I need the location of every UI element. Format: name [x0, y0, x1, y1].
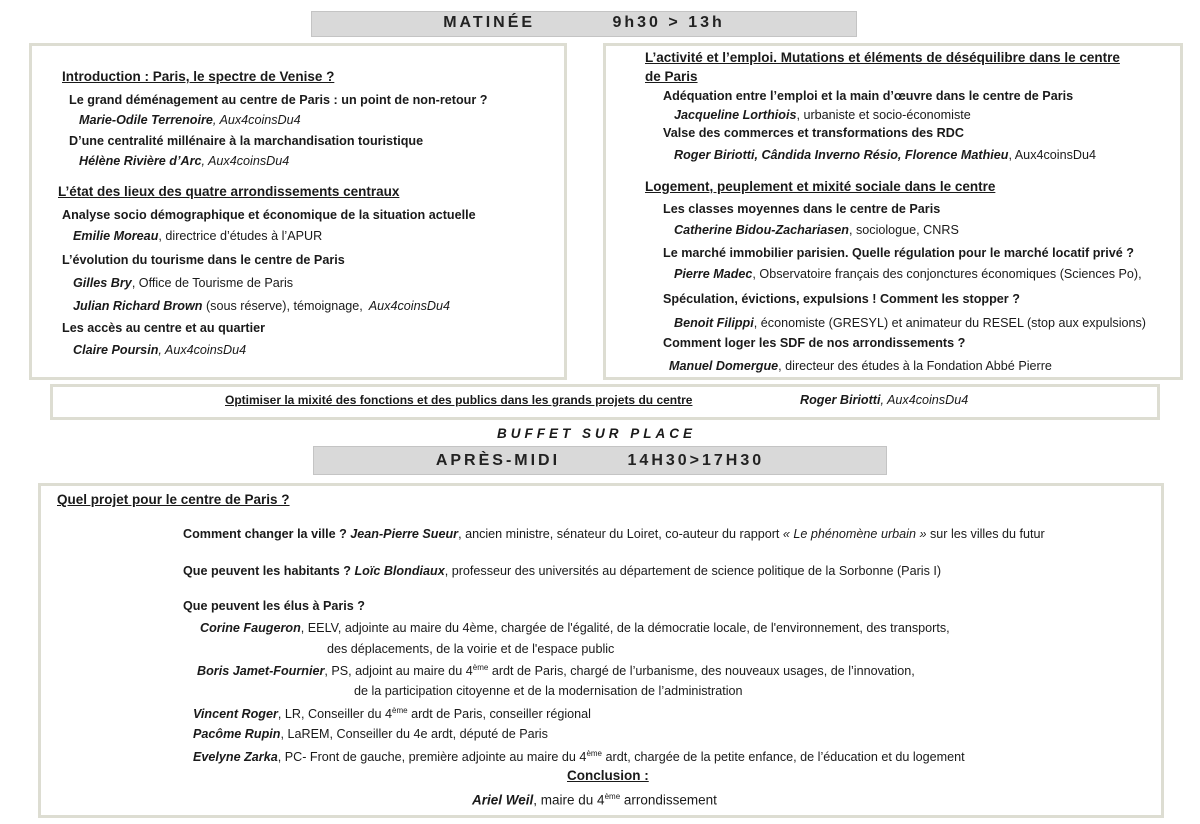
- talk-title: Analyse socio démographique et économique de la situation actuelle: [62, 208, 476, 222]
- housing-title: Logement, peuplement et mixité sociale dans le centre: [645, 179, 996, 194]
- talk-speaker: Manuel Domergue, directeur des études à la Fondation Abbé Pierre: [669, 359, 1052, 373]
- mix-title: Optimiser la mixité des fonctions et des publics dans les grands projets du centre: [225, 393, 693, 407]
- talk-speaker: Catherine Bidou-Zachariasen, sociologue, CNRS: [674, 223, 959, 237]
- talk-title: Adéquation entre l’emploi et la main d’œuvre dans le centre de Paris: [663, 89, 1074, 103]
- talk-speaker: Marie-Odile Terrenoire, Aux4coinsDu4: [79, 113, 301, 127]
- question-line: Que peuvent les élus à Paris ?: [183, 599, 365, 613]
- conclusion-title: Conclusion :: [567, 768, 649, 783]
- morning-header-bar: [311, 11, 857, 37]
- talk-title: D’une centralité millénaire à la marchandisation touristique: [69, 134, 424, 148]
- talk-speaker: Jacqueline Lorthiois, urbaniste et socio-économiste: [674, 108, 971, 122]
- activity-title: L’activité et l’emploi. Mutations et éléments de déséquilibre dans le centre: [645, 50, 1120, 65]
- talk-title: Le grand déménagement au centre de Paris : un point de non-retour ?: [69, 93, 488, 107]
- mix-speaker: Roger Biriotti, Aux4coinsDu4: [800, 393, 969, 407]
- morning-time: 9h30 > 13h: [612, 14, 725, 31]
- afternoon-header-bar: [313, 446, 887, 475]
- talk-title: Comment loger les SDF de nos arrondissements ?: [663, 336, 966, 350]
- talk-speaker: Roger Biriotti, Cândida Inverno Résio, Florence Mathieu, Aux4coinsDu4: [674, 148, 1096, 162]
- project-title: Quel projet pour le centre de Paris ?: [57, 492, 290, 507]
- conclusion-speaker: Ariel Weil, maire du 4ème arrondissement: [472, 792, 717, 808]
- afternoon-label: APRÈS-MIDI: [435, 452, 561, 469]
- elected-speaker-cont: des déplacements, de la voirie et de l'espace public: [327, 642, 615, 656]
- talk-title: Les accès au centre et au quartier: [62, 321, 265, 335]
- morning-label: MATINÉE: [443, 14, 536, 31]
- afternoon-time: 14H30>17H30: [627, 452, 765, 469]
- state-title: L’état des lieux des quatre arrondissements centraux: [58, 184, 400, 199]
- elected-speaker: Evelyne Zarka, PC- Front de gauche, première adjointe au maire du 4ème ardt, chargée de la petite enfance, de l’éducation et du logement: [193, 749, 965, 765]
- talk-title: Spéculation, évictions, expulsions ! Comment les stopper ?: [663, 292, 1020, 306]
- talk-title: Le marché immobilier parisien. Quelle régulation pour le marché locatif privé ?: [663, 246, 1134, 260]
- talk-speaker: Julian Richard Brown (sous réserve), témoignage, Aux4coinsDu4: [73, 299, 450, 313]
- talk-speaker: Hélène Rivière d’Arc, Aux4coinsDu4: [79, 154, 290, 168]
- activity-title-line2: de Paris: [645, 69, 698, 84]
- talk-speaker: Gilles Bry, Office de Tourisme de Paris: [73, 276, 294, 290]
- talk-title: Valse des commerces et transformations des RDC: [663, 126, 964, 140]
- question-line: Que peuvent les habitants ? Loïc Blondiaux, professeur des universités au département de science politique de la Sorbonne (Paris I): [183, 564, 942, 578]
- elected-speaker: Vincent Roger, LR, Conseiller du 4ème ardt de Paris, conseiller régional: [193, 706, 591, 722]
- elected-speaker: Pacôme Rupin, LaREM, Conseiller du 4e ardt, député de Paris: [193, 727, 548, 741]
- elected-speaker-cont: de la participation citoyenne et de la modernisation de l’administration: [354, 684, 743, 698]
- talk-speaker: Benoit Filippi, économiste (GRESYL) et animateur du RESEL (stop aux expulsions): [674, 316, 1146, 330]
- buffet-label: BUFFET SUR PLACE: [497, 426, 696, 441]
- talk-speaker: Claire Poursin, Aux4coinsDu4: [73, 343, 247, 357]
- talk-speaker: Emilie Moreau, directrice d’études à l’APUR: [73, 229, 323, 243]
- intro-title: Introduction : Paris, le spectre de Venise ?: [62, 69, 335, 84]
- elected-speaker: Corine Faugeron, EELV, adjointe au maire du 4ème, chargée de l'égalité, de la démocratie locale, de l'environnement, des transports,: [200, 621, 950, 635]
- talk-title: L’évolution du tourisme dans le centre de Paris: [62, 253, 345, 267]
- elected-speaker: Boris Jamet-Fournier, PS, adjoint au maire du 4ème ardt de Paris, chargé de l’urbanisme, des nouveaux usages, de l’innovation,: [197, 663, 915, 679]
- question-line: Comment changer la ville ? Jean-Pierre Sueur, ancien ministre, sénateur du Loiret, co-auteur du rapport « Le phénomène urbain » sur les villes du futur: [183, 527, 1045, 541]
- talk-speaker: Pierre Madec, Observatoire français des conjonctures économiques (Sciences Po),: [674, 267, 1142, 281]
- talk-title: Les classes moyennes dans le centre de Paris: [663, 202, 941, 216]
